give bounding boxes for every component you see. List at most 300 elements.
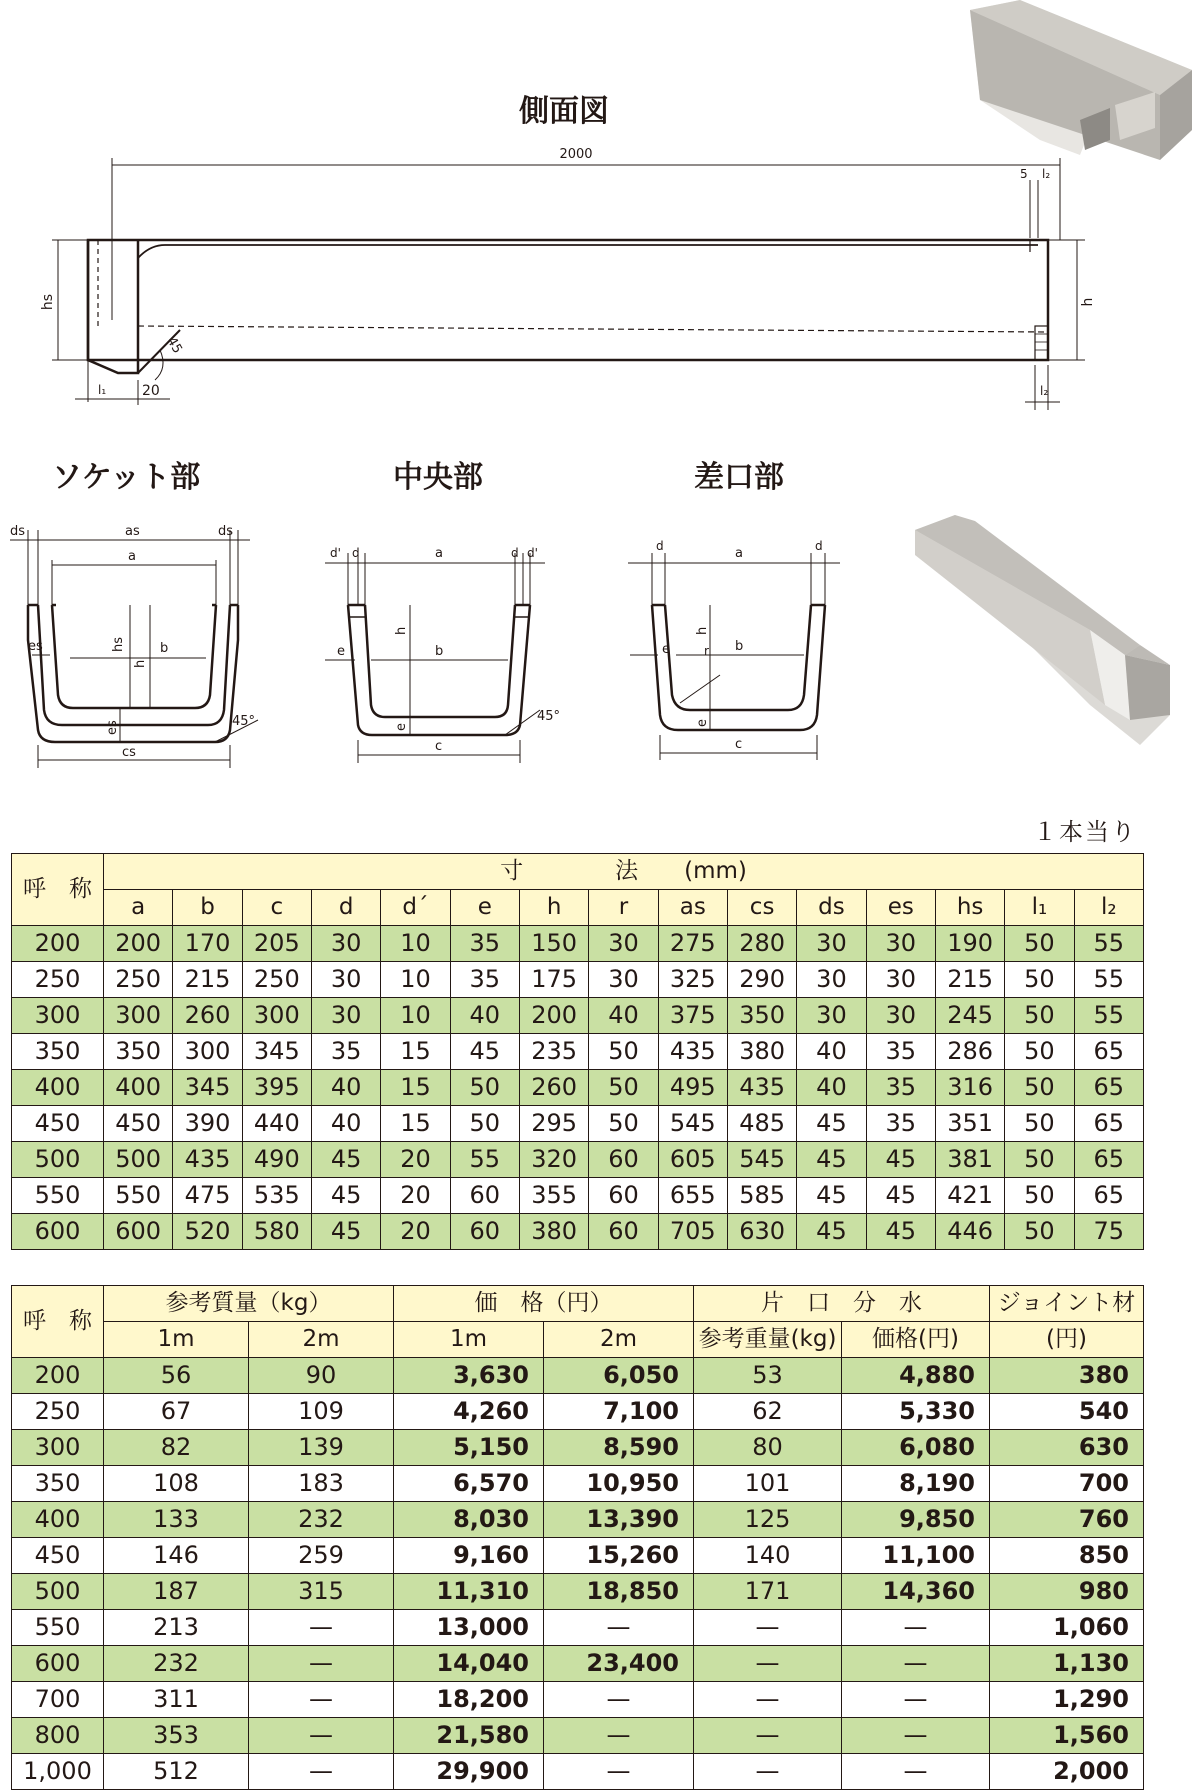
socket-label-hs: hs	[111, 636, 126, 652]
table-row	[12, 1682, 1144, 1718]
price-cell: 11,100	[842, 1538, 990, 1574]
dimension-cell: 381	[935, 1142, 1004, 1178]
dim-column-header: r	[589, 890, 658, 926]
dimension-cell: 200	[104, 926, 173, 962]
price-cell: 3,630	[394, 1358, 544, 1394]
price-sub-joint-yen: (円)	[990, 1322, 1144, 1358]
side-view-title: 側面図	[519, 94, 609, 129]
table-row	[12, 1574, 1144, 1610]
dimension-cell: 35	[450, 926, 519, 962]
dimension-cell: 40	[311, 1106, 380, 1142]
dimension-cell: 325	[658, 962, 727, 998]
price-cell: 6,050	[544, 1358, 694, 1394]
socket-label-ds-right: ds	[218, 524, 234, 539]
price-cell: 109	[249, 1394, 394, 1430]
dimension-cell: 50	[450, 1070, 519, 1106]
table-row	[12, 962, 1144, 998]
flume-photo-middle	[915, 515, 1200, 745]
nominal-size-cell: 400	[12, 1502, 104, 1538]
price-cell: 4,260	[394, 1394, 544, 1430]
dimension-cell: 20	[381, 1142, 450, 1178]
spigot-label-d-right: d	[815, 539, 823, 553]
dimension-cell: 60	[450, 1214, 519, 1250]
price-cell: 11,310	[394, 1574, 544, 1610]
center-label-h: h	[394, 626, 409, 635]
dimension-cell: 390	[173, 1106, 242, 1142]
dimension-cell: 446	[935, 1214, 1004, 1250]
price-cell: 353	[104, 1718, 249, 1754]
nominal-size-cell: 550	[12, 1178, 104, 1214]
spigot-label-h: h	[695, 626, 710, 635]
price-cell: 15,260	[544, 1538, 694, 1574]
dim-column-header: ds	[797, 890, 866, 926]
price-cell: 980	[990, 1574, 1144, 1610]
dimension-cell: 440	[242, 1106, 311, 1142]
price-cell: 14,040	[394, 1646, 544, 1682]
price-cell: 259	[249, 1538, 394, 1574]
price-cell: 90	[249, 1358, 394, 1394]
price-cell: 171	[694, 1574, 842, 1610]
center-label-e-side: e	[337, 644, 345, 659]
nominal-size-cell: 1,000	[12, 1754, 104, 1790]
dimension-cell: 705	[658, 1214, 727, 1250]
dimension-cell: 495	[658, 1070, 727, 1106]
spigot-label-b: b	[735, 639, 744, 654]
price-cell: 8,590	[544, 1430, 694, 1466]
dimension-cell: 316	[935, 1070, 1004, 1106]
dimension-cell: 30	[589, 926, 658, 962]
dimension-cell: 30	[797, 962, 866, 998]
price-cell: —	[249, 1682, 394, 1718]
dimension-cell: 600	[104, 1214, 173, 1250]
socket-label-ds-left: ds	[10, 524, 26, 539]
dimension-cell: 75	[1074, 1214, 1143, 1250]
price-cell: 146	[104, 1538, 249, 1574]
nominal-size-cell: 600	[12, 1214, 104, 1250]
dimension-cell: 65	[1074, 1070, 1143, 1106]
price-cell: 101	[694, 1466, 842, 1502]
price-cell: 630	[990, 1430, 1144, 1466]
dim-column-header: h	[519, 890, 588, 926]
dimension-cell: 40	[450, 998, 519, 1034]
nominal-size-cell: 500	[12, 1142, 104, 1178]
price-cell: 5,330	[842, 1394, 990, 1430]
dimension-cell: 175	[519, 962, 588, 998]
dimension-cell: 450	[104, 1106, 173, 1142]
price-cell: 125	[694, 1502, 842, 1538]
dimension-cell: 10	[381, 998, 450, 1034]
price-cell: 760	[990, 1502, 1144, 1538]
dimension-cell: 55	[1074, 998, 1143, 1034]
price-cell: 700	[990, 1466, 1144, 1502]
table-row	[12, 1106, 1144, 1142]
spigot-label-r: r	[704, 644, 709, 658]
socket-label-h: h	[133, 659, 148, 668]
dim-angle: 45	[163, 334, 185, 357]
center-label-d-left: d	[352, 546, 360, 560]
price-cell: 140	[694, 1538, 842, 1574]
dim-column-header: b	[173, 890, 242, 926]
socket-label-cs: cs	[122, 745, 136, 760]
dimension-cell: 421	[935, 1178, 1004, 1214]
nominal-size-cell: 550	[12, 1610, 104, 1646]
spigot-label-a: a	[735, 546, 743, 561]
price-cell: 6,570	[394, 1466, 544, 1502]
dimension-cell: 345	[173, 1070, 242, 1106]
dimension-cell: 45	[866, 1142, 935, 1178]
price-cell: —	[694, 1718, 842, 1754]
center-label-d-prime-left: d'	[330, 546, 341, 560]
center-label-a: a	[435, 546, 443, 561]
dimension-cell: 55	[450, 1142, 519, 1178]
dimension-cell: 45	[311, 1214, 380, 1250]
price-cell: 18,850	[544, 1574, 694, 1610]
nominal-size-cell: 700	[12, 1682, 104, 1718]
spigot-section-drawing	[620, 535, 840, 770]
table-row	[12, 1610, 1144, 1646]
center-label-d-right: d	[511, 546, 519, 560]
dimension-cell: 215	[173, 962, 242, 998]
dimension-cell: 45	[797, 1142, 866, 1178]
dim-column-header: c	[242, 890, 311, 926]
price-cell: 18,200	[394, 1682, 544, 1718]
dimension-cell: 60	[589, 1214, 658, 1250]
dimension-cell: 355	[519, 1178, 588, 1214]
dimension-cell: 55	[1074, 926, 1143, 962]
price-cell: 13,000	[394, 1610, 544, 1646]
section-title-center: 中央部	[393, 460, 483, 495]
dimension-cell: 215	[935, 962, 1004, 998]
dimension-cell: 30	[866, 926, 935, 962]
dimension-cell: 580	[242, 1214, 311, 1250]
nominal-size-cell: 250	[12, 1394, 104, 1430]
side-view-drawing	[40, 140, 1096, 420]
section-title-socket: ソケット部	[52, 460, 201, 495]
dimension-cell: 40	[589, 998, 658, 1034]
dimension-cell: 30	[311, 962, 380, 998]
table-row	[12, 1502, 1144, 1538]
price-cell: 8,030	[394, 1502, 544, 1538]
dimension-cell: 45	[311, 1142, 380, 1178]
dimension-cell: 45	[311, 1178, 380, 1214]
dim-column-header: as	[658, 890, 727, 926]
dimension-cell: 300	[242, 998, 311, 1034]
socket-label-b: b	[160, 641, 169, 656]
dimension-cell: 520	[173, 1214, 242, 1250]
dimension-cell: 395	[242, 1070, 311, 1106]
price-cell: 213	[104, 1610, 249, 1646]
dim-column-header: hs	[935, 890, 1004, 926]
dim-table-corner: 呼 称	[12, 854, 104, 926]
price-cell: 1,130	[990, 1646, 1144, 1682]
price-cell: —	[842, 1754, 990, 1790]
dimension-cell: 375	[658, 998, 727, 1034]
dim-column-header: cs	[727, 890, 796, 926]
dimension-cell: 345	[242, 1034, 311, 1070]
price-group-price: 価 格（円）	[394, 1286, 694, 1322]
socket-label-es-bottom: es	[105, 720, 120, 735]
price-cell: 139	[249, 1430, 394, 1466]
dimension-cell: 351	[935, 1106, 1004, 1142]
dim-2000: 2000	[559, 147, 593, 162]
dimension-cell: 50	[1005, 962, 1074, 998]
table-row	[12, 1070, 1144, 1106]
dimension-cell: 485	[727, 1106, 796, 1142]
dim-column-header: l₁	[1005, 890, 1074, 926]
dimension-cell: 260	[519, 1070, 588, 1106]
dimension-cell: 35	[866, 1034, 935, 1070]
dimension-cell: 250	[242, 962, 311, 998]
table-row	[12, 1214, 1144, 1250]
dimension-cell: 550	[104, 1178, 173, 1214]
price-sub-price-2m: 2m	[544, 1322, 694, 1358]
price-cell: 8,190	[842, 1466, 990, 1502]
table-row	[12, 1142, 1144, 1178]
price-cell: 232	[104, 1646, 249, 1682]
price-cell: 9,850	[842, 1502, 990, 1538]
nominal-size-cell: 350	[12, 1034, 104, 1070]
nominal-size-cell: 800	[12, 1718, 104, 1754]
nominal-size-cell: 450	[12, 1538, 104, 1574]
dimension-cell: 45	[866, 1178, 935, 1214]
dim-l2-bottom: l₂	[1040, 384, 1049, 398]
dimension-cell: 35	[866, 1106, 935, 1142]
dimension-cell: 545	[727, 1142, 796, 1178]
dimension-cell: 40	[797, 1070, 866, 1106]
nominal-size-cell: 400	[12, 1070, 104, 1106]
dimension-cell: 35	[311, 1034, 380, 1070]
dimension-cell: 15	[381, 1106, 450, 1142]
dim-l1: l₁	[98, 383, 107, 397]
dimension-cell: 50	[589, 1106, 658, 1142]
price-cell: 232	[249, 1502, 394, 1538]
dimension-cell: 65	[1074, 1142, 1143, 1178]
dimension-cell: 605	[658, 1142, 727, 1178]
dimension-cell: 235	[519, 1034, 588, 1070]
center-label-angle: 45°	[537, 709, 561, 724]
dimension-cell: 50	[1005, 1034, 1074, 1070]
price-cell: —	[694, 1646, 842, 1682]
price-cell: —	[544, 1610, 694, 1646]
table-row	[12, 926, 1144, 962]
dimension-cell: 50	[1005, 1214, 1074, 1250]
dimension-cell: 30	[866, 998, 935, 1034]
price-cell: —	[694, 1610, 842, 1646]
nominal-size-cell: 600	[12, 1646, 104, 1682]
dimension-cell: 15	[381, 1070, 450, 1106]
dimension-cell: 40	[797, 1034, 866, 1070]
price-table-corner: 呼 称	[12, 1286, 104, 1358]
dimension-cell: 200	[519, 998, 588, 1034]
price-sub-branch-price: 価格(円)	[842, 1322, 990, 1358]
section-title-spigot: 差口部	[694, 460, 784, 495]
price-cell: —	[842, 1610, 990, 1646]
dimension-cell: 150	[519, 926, 588, 962]
socket-label-es-side: es	[28, 639, 43, 654]
dimension-cell: 50	[1005, 1106, 1074, 1142]
dim-l2-top: l₂	[1042, 167, 1051, 181]
price-cell: 9,160	[394, 1538, 544, 1574]
dimension-cell: 60	[589, 1178, 658, 1214]
nominal-size-cell: 300	[12, 998, 104, 1034]
dimension-cell: 60	[450, 1178, 519, 1214]
spigot-label-c: c	[735, 737, 743, 752]
dimension-cell: 20	[381, 1178, 450, 1214]
per-unit-note: １本当り	[1033, 818, 1137, 846]
price-cell: —	[842, 1718, 990, 1754]
price-cell: 4,880	[842, 1358, 990, 1394]
dimension-cell: 190	[935, 926, 1004, 962]
dimension-cell: 300	[104, 998, 173, 1034]
dimension-cell: 380	[727, 1034, 796, 1070]
dimension-cell: 245	[935, 998, 1004, 1034]
price-cell: 10,950	[544, 1466, 694, 1502]
price-cell: 62	[694, 1394, 842, 1430]
socket-label-angle: 45°	[232, 714, 256, 729]
price-cell: —	[249, 1646, 394, 1682]
nominal-size-cell: 450	[12, 1106, 104, 1142]
dimension-cell: 380	[519, 1214, 588, 1250]
table-row	[12, 1034, 1144, 1070]
dimension-cell: 435	[658, 1034, 727, 1070]
center-label-e-bottom: e	[394, 723, 409, 731]
dimension-cell: 30	[311, 998, 380, 1034]
spigot-label-e-bottom: e	[695, 719, 710, 727]
price-cell: —	[544, 1754, 694, 1790]
table-row	[12, 1178, 1144, 1214]
nominal-size-cell: 300	[12, 1430, 104, 1466]
center-label-b: b	[435, 644, 444, 659]
dimension-cell: 535	[242, 1178, 311, 1214]
dimension-cell: 50	[1005, 1142, 1074, 1178]
table-row	[12, 1718, 1144, 1754]
dimension-cell: 45	[866, 1214, 935, 1250]
dimension-cell: 205	[242, 926, 311, 962]
price-cell: 1,290	[990, 1682, 1144, 1718]
dim-column-header: d	[311, 890, 380, 926]
price-cell: 80	[694, 1430, 842, 1466]
spigot-label-e-side: e	[662, 642, 670, 657]
socket-label-a: a	[128, 549, 136, 564]
dimension-cell: 300	[173, 1034, 242, 1070]
dimension-cell: 65	[1074, 1034, 1143, 1070]
dim-column-header: d´	[381, 890, 450, 926]
dimension-cell: 35	[866, 1070, 935, 1106]
price-cell: 13,390	[544, 1502, 694, 1538]
price-sub-weight-1m: 1m	[104, 1322, 249, 1358]
dimension-cell: 50	[1005, 1070, 1074, 1106]
dimension-cell: 350	[727, 998, 796, 1034]
dimension-cell: 55	[1074, 962, 1143, 998]
price-cell: 380	[990, 1358, 1144, 1394]
price-cell: 7,100	[544, 1394, 694, 1430]
dimension-cell: 630	[727, 1214, 796, 1250]
price-cell: 1,060	[990, 1610, 1144, 1646]
price-cell: 56	[104, 1358, 249, 1394]
dim-column-header: a	[104, 890, 173, 926]
table-row	[12, 998, 1144, 1034]
center-label-d-prime-right: d'	[527, 546, 538, 560]
price-cell: 108	[104, 1466, 249, 1502]
dimension-table	[11, 853, 1144, 1250]
dimension-cell: 290	[727, 962, 796, 998]
price-cell: 23,400	[544, 1646, 694, 1682]
price-group-joint: ジョイント材	[990, 1286, 1144, 1322]
dimension-cell: 350	[104, 1034, 173, 1070]
socket-section-drawing	[10, 520, 260, 770]
nominal-size-cell: 200	[12, 1358, 104, 1394]
dim-hs: hs	[40, 293, 56, 311]
price-cell: 2,000	[990, 1754, 1144, 1790]
dimension-cell: 20	[381, 1214, 450, 1250]
dimension-cell: 45	[797, 1178, 866, 1214]
dimension-cell: 170	[173, 926, 242, 962]
dimension-cell: 50	[1005, 1178, 1074, 1214]
dimension-cell: 10	[381, 926, 450, 962]
dimension-cell: 30	[797, 926, 866, 962]
price-cell: 53	[694, 1358, 842, 1394]
price-group-weight: 参考質量（kg）	[104, 1286, 394, 1322]
price-cell: 5,150	[394, 1430, 544, 1466]
price-cell: 183	[249, 1466, 394, 1502]
dimension-cell: 275	[658, 926, 727, 962]
dimension-cell: 280	[727, 926, 796, 962]
price-sub-branch-weight: 参考重量(kg)	[694, 1322, 842, 1358]
table-row	[12, 1394, 1144, 1430]
dimension-cell: 45	[450, 1034, 519, 1070]
table-row	[12, 1466, 1144, 1502]
dim-table-column-headers	[12, 890, 1144, 926]
dim-column-header: l₂	[1074, 890, 1143, 926]
dimension-cell: 30	[866, 962, 935, 998]
price-table-body	[12, 1358, 1144, 1790]
price-cell: —	[249, 1754, 394, 1790]
price-cell: —	[249, 1610, 394, 1646]
table-row	[12, 1646, 1144, 1682]
price-cell: 67	[104, 1394, 249, 1430]
dimension-cell: 475	[173, 1178, 242, 1214]
dimension-cell: 40	[311, 1070, 380, 1106]
dimension-cell: 50	[1005, 998, 1074, 1034]
dimension-cell: 65	[1074, 1178, 1143, 1214]
price-cell: —	[694, 1682, 842, 1718]
nominal-size-cell: 500	[12, 1574, 104, 1610]
dimension-cell: 250	[104, 962, 173, 998]
dimension-cell: 45	[797, 1106, 866, 1142]
price-cell: 21,580	[394, 1718, 544, 1754]
price-sub-price-1m: 1m	[394, 1322, 544, 1358]
price-cell: 850	[990, 1538, 1144, 1574]
dimension-cell: 435	[173, 1142, 242, 1178]
dimension-cell: 50	[589, 1034, 658, 1070]
price-cell: 1,560	[990, 1718, 1144, 1754]
dimension-cell: 50	[1005, 926, 1074, 962]
dimension-cell: 500	[104, 1142, 173, 1178]
dimension-cell: 295	[519, 1106, 588, 1142]
dimension-cell: 286	[935, 1034, 1004, 1070]
price-cell: —	[249, 1718, 394, 1754]
center-section-drawing	[325, 535, 565, 770]
price-table	[11, 1285, 1144, 1790]
nominal-size-cell: 350	[12, 1466, 104, 1502]
flume-photo-top	[960, 0, 1200, 170]
price-cell: —	[544, 1682, 694, 1718]
price-cell: 311	[104, 1682, 249, 1718]
dimension-cell: 655	[658, 1178, 727, 1214]
center-label-c: c	[435, 739, 443, 754]
price-cell: 133	[104, 1502, 249, 1538]
price-cell: 315	[249, 1574, 394, 1610]
